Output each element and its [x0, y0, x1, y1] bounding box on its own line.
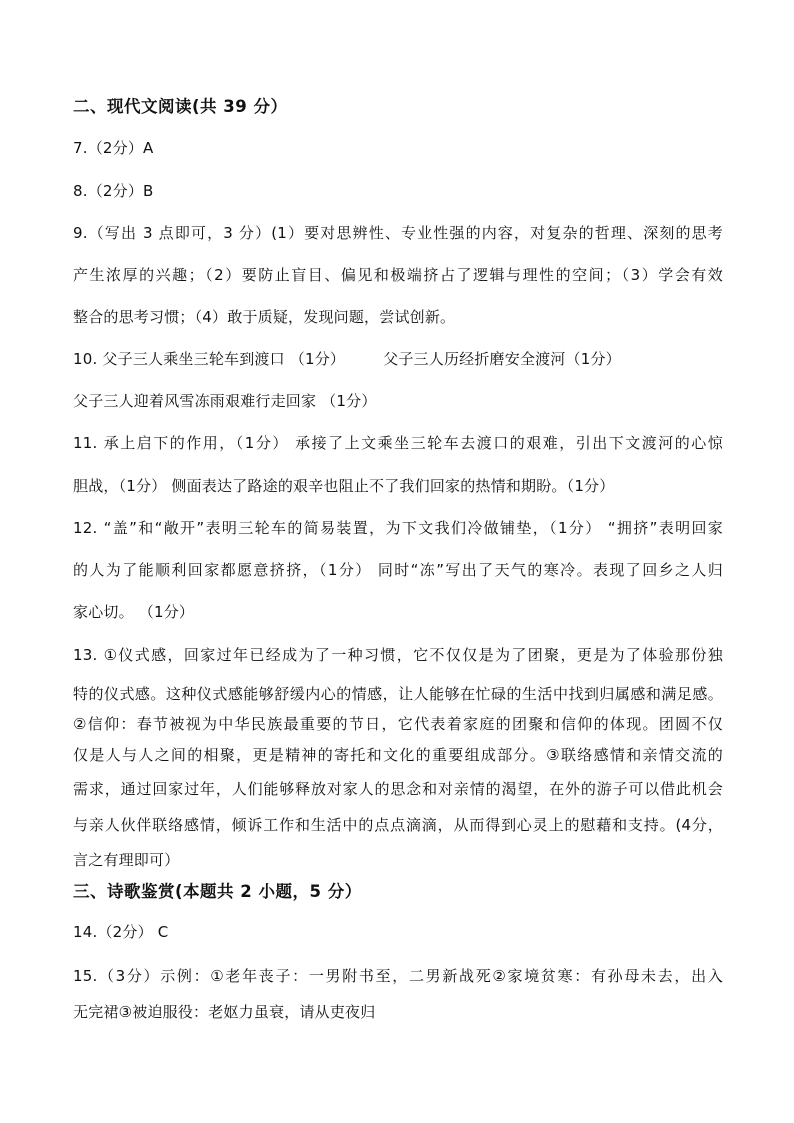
answer-q13-line: 特的仪式感。这种仪式感能够舒缓内心的情感，让人能够在忙碌的生活中找到归属感和满足感。: [73, 685, 723, 703]
answer-q15-line: 15.（3分）示例：①老年丧子：一男附书至，二男新战死②家境贫寒：有孙母未去，出入: [73, 967, 723, 985]
answer-q10-line: [73, 349, 621, 369]
answer-q10-part1: 10. 父子三人乘坐三轮车到渡口 （1分）: [73, 350, 346, 368]
answer-q10-line: 父子三人迎着风雪冻雨艰难行走回家 （1分）: [73, 392, 377, 410]
answer-q12-line: 家心切。 （1分）: [73, 603, 195, 621]
section-heading-modern-reading: 二、现代文阅读(共 39 分）: [73, 97, 288, 116]
section-heading-poetry: 三、诗歌鉴赏(本题共 2 小题，5 分）: [73, 882, 362, 901]
answer-q14: 14.（2分） C: [73, 923, 169, 941]
answer-q11-line: 胆战，（1分） 侧面表达了路途的艰辛也阻止不了我们回家的热情和期盼。（1分）: [73, 477, 615, 495]
answer-q12-line: 12. “盖”和“敞开”表明三轮车的简易装置，为下文我们冷做铺垫，（1分） “拥挤”表明回家: [73, 519, 723, 537]
answer-q9-line: 整合的思考习惯；（4）敢于质疑，发现问题，尝试创新。: [73, 308, 456, 326]
answer-q10-part2: 父子三人历经折磨安全渡河（1分）: [383, 350, 621, 368]
answer-q7: 7.（2分）A: [73, 139, 154, 157]
answer-q8: 8.（2分）B: [73, 182, 154, 200]
answer-q9-line: 产生浓厚的兴趣；（2）要防止盲目、偏见和极端挤占了逻辑与理性的空间；（3）学会有效: [73, 266, 723, 284]
answer-q13-line: ②信仰：春节被视为中华民族最重要的节日，它代表着家庭的团聚和信仰的体现。团圆不仅: [73, 715, 723, 733]
answer-q13-line: 言之有理即可）: [73, 851, 180, 869]
answer-q9-line: 9.（写出 3 点即可，3 分）(1）要对思辨性、专业性强的内容，对复杂的哲理、深刻的思考: [73, 224, 723, 242]
answer-q12-line: 的人为了能顺利回家都愿意挤挤，（1分） 同时“冻”写出了天气的寒冷。表现了回乡之人归: [73, 561, 723, 579]
answer-q13-line: 与亲人伙伴联络感情，倾诉工作和生活中的点点滴滴，从而得到心灵上的慰藉和支持。(4分，: [73, 816, 723, 834]
answer-q13-line: 13. ①仪式感，回家过年已经成为了一种习惯，它不仅仅是为了团聚，更是为了体验那份独: [73, 646, 723, 664]
answer-q15-line: 无完裙③被迫服役：老妪力虽衰，请从吏夜归: [73, 1003, 376, 1021]
answer-q13-line: 仅是人与人之间的相聚，更是精神的寄托和文化的重要组成部分。③联络感情和亲情交流的: [73, 746, 723, 764]
answer-q11-line: 11. 承上启下的作用，（1分） 承接了上文乘坐三轮车去渡口的艰难，引出下文渡河的心惊: [73, 434, 723, 452]
answer-q13-line: 需求，通过回家过年，人们能够释放对家人的思念和对亲情的渴望，在外的游子可以借此机会: [73, 780, 723, 798]
